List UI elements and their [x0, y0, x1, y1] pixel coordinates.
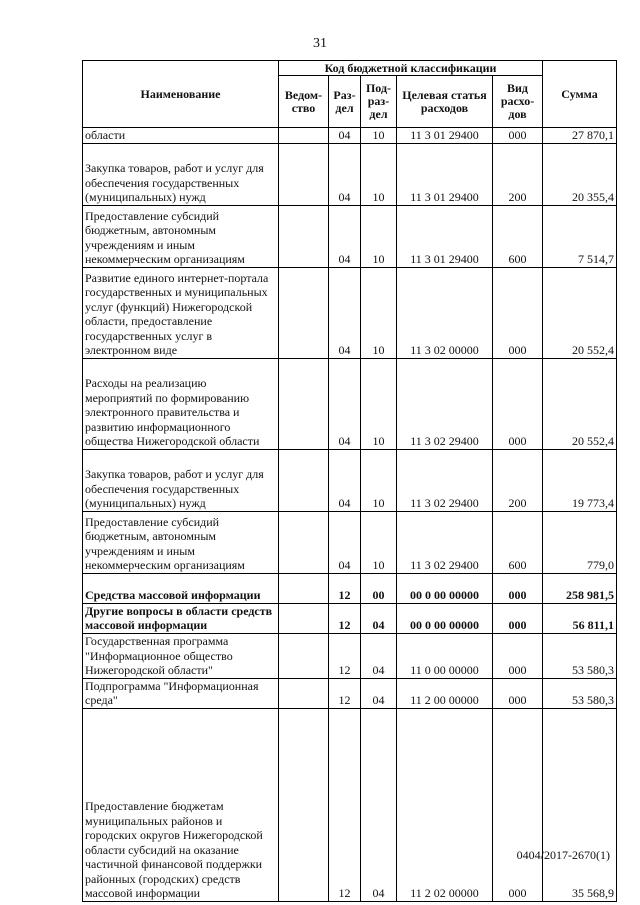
row-razdel: 12	[329, 603, 361, 633]
row-name: Государственная программа "Информационное общество Нижегородской области"	[83, 633, 279, 678]
table-row	[83, 205, 617, 267]
row-vedomstvo	[279, 603, 329, 633]
table-row	[83, 128, 617, 144]
row-name: Другие вопросы в области средств массовой информации	[83, 603, 279, 633]
row-name: Предоставление субсидий бюджетным, автономным учреждениям и иным некоммерческим организациям	[83, 511, 279, 573]
row-sum: 20 552,4	[543, 358, 617, 449]
row-podrazdel: 04	[361, 708, 397, 901]
header-sum: Сумма	[543, 61, 617, 128]
row-sum: 20 355,4	[543, 143, 617, 205]
row-name: Закупка товаров, работ и услуг для обеспечения государственных (муниципальных) нужд	[83, 143, 279, 205]
row-razdel: 12	[329, 573, 361, 603]
row-target-article: 11 3 01 29400	[397, 143, 493, 205]
table-row	[83, 267, 617, 358]
table-row	[83, 143, 617, 205]
row-vedomstvo	[279, 708, 329, 901]
table-row	[83, 603, 617, 633]
row-podrazdel: 04	[361, 633, 397, 678]
row-sum: 779,0	[543, 511, 617, 573]
row-target-article: 11 0 00 00000	[397, 633, 493, 678]
table-row	[83, 358, 617, 449]
row-target-article: 00 0 00 00000	[397, 603, 493, 633]
row-target-article: 11 2 02 00000	[397, 708, 493, 901]
row-name: Расходы на реализацию мероприятий по формированию электронного правительства и развитию информационного общества Нижегородской области	[83, 358, 279, 449]
row-name: Средства массовой информации	[83, 573, 279, 603]
row-vedomstvo	[279, 143, 329, 205]
row-expense-type: 000	[493, 708, 543, 901]
row-razdel: 04	[329, 205, 361, 267]
row-name: Предоставление бюджетам муниципальных районов и городских округов Нижегородской области субсидий на оказание частичной финансовой поддержки районных (городских) средств массовой информации	[83, 708, 279, 901]
table-row	[83, 511, 617, 573]
row-target-article: 11 3 01 29400	[397, 205, 493, 267]
table-row	[83, 633, 617, 678]
row-name: Закупка товаров, работ и услуг для обеспечения государственных (муниципальных) нужд	[83, 449, 279, 511]
row-vedomstvo	[279, 128, 329, 144]
row-sum: 27 870,1	[543, 128, 617, 144]
row-podrazdel: 10	[361, 128, 397, 144]
row-name: Подпрограмма "Информационная среда"	[83, 678, 279, 708]
row-podrazdel: 10	[361, 143, 397, 205]
row-vedomstvo	[279, 205, 329, 267]
row-podrazdel: 10	[361, 511, 397, 573]
row-expense-type: 600	[493, 205, 543, 267]
row-podrazdel: 04	[361, 603, 397, 633]
row-vedomstvo	[279, 358, 329, 449]
row-sum: 258 981,5	[543, 573, 617, 603]
row-sum: 56 811,1	[543, 603, 617, 633]
row-target-article: 11 2 00 00000	[397, 678, 493, 708]
row-razdel: 04	[329, 358, 361, 449]
header-target-article: Целевая статья расходов	[397, 76, 493, 128]
table-row	[83, 573, 617, 603]
row-podrazdel: 10	[361, 267, 397, 358]
row-expense-type: 000	[493, 358, 543, 449]
row-sum: 35 568,9	[543, 708, 617, 901]
row-expense-type: 000	[493, 128, 543, 144]
header-expense-type: Вид расхо-дов	[493, 76, 543, 128]
row-expense-type: 000	[493, 678, 543, 708]
row-podrazdel: 10	[361, 205, 397, 267]
row-target-article: 11 3 02 29400	[397, 358, 493, 449]
row-expense-type: 000	[493, 603, 543, 633]
row-podrazdel: 10	[361, 358, 397, 449]
row-sum: 20 552,4	[543, 267, 617, 358]
row-target-article: 11 3 02 29400	[397, 511, 493, 573]
header-vedomstvo: Ведом-ство	[279, 76, 329, 128]
table-body	[83, 128, 617, 902]
table-row	[83, 708, 617, 901]
header-name: Наименование	[83, 61, 279, 128]
row-expense-type: 000	[493, 267, 543, 358]
row-expense-type: 200	[493, 143, 543, 205]
row-razdel: 12	[329, 678, 361, 708]
row-sum: 53 580,3	[543, 633, 617, 678]
row-vedomstvo	[279, 573, 329, 603]
row-name: Развитие единого интернет-портала государственных и муниципальных услуг (функций) Нижегородской области, предоставление государственных услуг в электронном виде	[83, 267, 279, 358]
page-number: 31	[313, 36, 327, 51]
header-classification-code: Код бюджетной классификации	[279, 61, 543, 76]
table-row	[83, 449, 617, 511]
row-razdel: 12	[329, 633, 361, 678]
row-podrazdel: 10	[361, 449, 397, 511]
header-razdel: Раз-дел	[329, 76, 361, 128]
row-vedomstvo	[279, 267, 329, 358]
row-expense-type: 000	[493, 633, 543, 678]
row-razdel: 04	[329, 143, 361, 205]
row-vedomstvo	[279, 449, 329, 511]
row-target-article: 11 3 02 00000	[397, 267, 493, 358]
row-podrazdel: 04	[361, 678, 397, 708]
row-razdel: 12	[329, 708, 361, 901]
row-razdel: 04	[329, 511, 361, 573]
row-razdel: 04	[329, 267, 361, 358]
row-vedomstvo	[279, 511, 329, 573]
header-podrazdel: Под-раз-дел	[361, 76, 397, 128]
row-name: Предоставление субсидий бюджетным, автономным учреждениям и иным некоммерческим организациям	[83, 205, 279, 267]
row-razdel: 04	[329, 128, 361, 144]
row-sum: 7 514,7	[543, 205, 617, 267]
row-expense-type: 600	[493, 511, 543, 573]
row-sum: 53 580,3	[543, 678, 617, 708]
row-vedomstvo	[279, 678, 329, 708]
document-code: 0404/2017-2670(1)	[516, 848, 610, 862]
row-target-article: 11 3 02 29400	[397, 449, 493, 511]
row-razdel: 04	[329, 449, 361, 511]
row-expense-type: 200	[493, 449, 543, 511]
row-target-article: 00 0 00 00000	[397, 573, 493, 603]
row-vedomstvo	[279, 633, 329, 678]
row-podrazdel: 00	[361, 573, 397, 603]
table-row	[83, 678, 617, 708]
row-expense-type: 000	[493, 573, 543, 603]
row-target-article: 11 3 01 29400	[397, 128, 493, 144]
row-sum: 19 773,4	[543, 449, 617, 511]
budget-table	[82, 60, 617, 902]
row-name: области	[83, 128, 279, 144]
